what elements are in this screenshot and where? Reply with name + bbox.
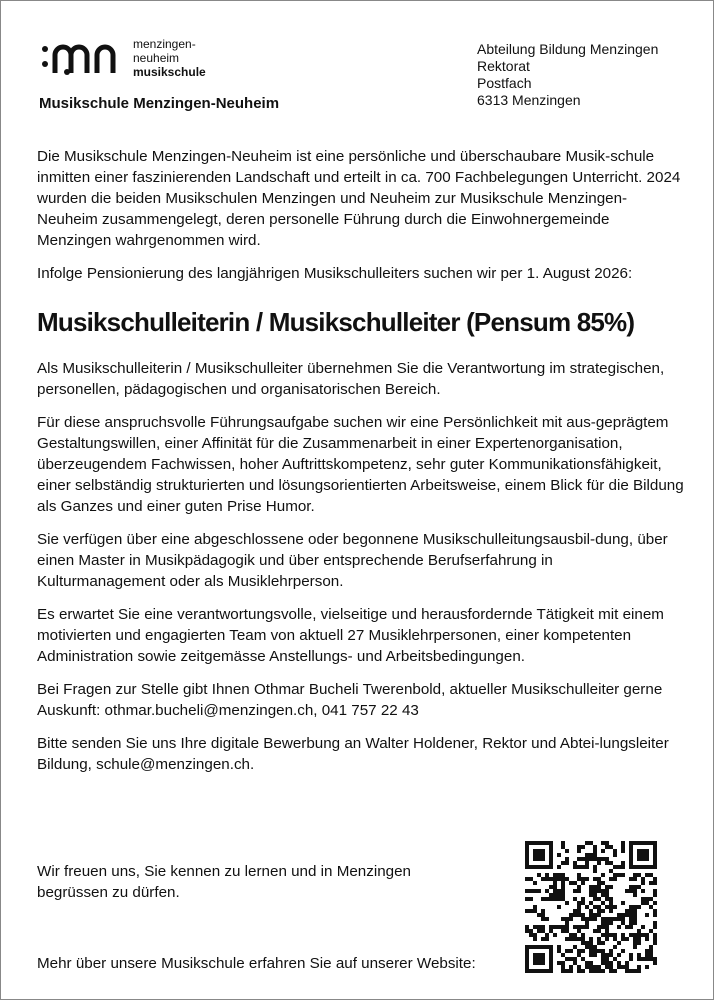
intro-paragraph: Die Musikschule Menzingen-Neuheim ist eine persönliche und überschaubare Musik-schule inmitten einer faszinierenden Landschaft und erteilt in ca. 700 Fachbelegungen Unterricht. 2024 wurden die beiden Musikschulen Menzingen und Neuheim zur Musikschule Menzingen-Neuheim zusammengelegt, deren personelle Führung durch die Einwohnergemeinde Menzingen wahrgenommen wird. bbox=[37, 148, 681, 249]
qr-code-icon[interactable] bbox=[525, 841, 657, 973]
qualifications-paragraph: Sie verfügen über eine abgeschlossene oder begonnene Musikschulleitungsausbil-dung, über einen Master in Musikpädagogik und über entsprechende Berufserfahrung in Kulturmanagement oder als Musiklehrperson. bbox=[37, 531, 668, 590]
website-hint: Mehr über unsere Musikschule erfahren Sie auf unserer Website: bbox=[37, 955, 476, 972]
logo-wordmark bbox=[133, 37, 273, 79]
logo-line-3: musikschule bbox=[133, 65, 206, 79]
application-paragraph: Bitte senden Sie uns Ihre digitale Bewerbung an Walter Holdener, Rektor und Abtei-lungsleiter Bildung, schule@menzingen.ch. bbox=[37, 735, 669, 773]
job-title-headline: Musikschulleiterin / Musikschulleiter (Pensum 85%) bbox=[37, 307, 635, 337]
search-paragraph: Infolge Pensionierung des langjährigen Musikschulleiters suchen wir per 1. August 2026: bbox=[37, 265, 633, 282]
organization-name: Musikschule Menzingen-Neuheim bbox=[39, 95, 280, 112]
contact-paragraph: Bei Fragen zur Stelle gibt Ihnen Othmar Bucheli Twerenbold, aktueller Musikschulleiter gerne Auskunft: othmar.bucheli@menzingen.ch, 041 757 22 43 bbox=[37, 681, 663, 719]
address-line: Abteilung Bildung Menzingen bbox=[477, 41, 659, 57]
logo-line-2: neuheim bbox=[133, 51, 180, 65]
main-content bbox=[37, 146, 685, 787]
logo-mark-icon bbox=[41, 39, 127, 75]
address-block bbox=[477, 41, 658, 109]
responsibility-paragraph: Als Musikschulleiterin / Musikschulleiter übernehmen Sie die Verantwortung im strategischen, personellen, pädagogischen und organisatorischen Bereich. bbox=[37, 360, 665, 398]
profile-paragraph: Für diese anspruchsvolle Führungsaufgabe suchen wir eine Persönlichkeit mit aus-geprägtem Gestaltungswillen, einer Affinität für die Zusammenarbeit in einer Expertenorganisation, überzeugendem Fachwissen, hoher Auftrittskompetenz, sehr guter Kommunikationsfähigkeit, einer selbständig strukturierten und lösungsorientierten Arbeitsweise, einem Blick für die Bildung als Ganzes und einer guten Prise Humor. bbox=[37, 414, 684, 515]
closing-paragraph: Wir freuen uns, Sie kennen zu lernen und in Menzingen begrüssen zu dürfen. bbox=[37, 863, 412, 901]
address-line: Postfach bbox=[477, 75, 532, 91]
logo-line-1: menzingen- bbox=[133, 37, 196, 51]
address-line: Rektorat bbox=[477, 58, 530, 74]
address-line: 6313 Menzingen bbox=[477, 92, 581, 108]
offer-paragraph: Es erwartet Sie eine verantwortungsvolle, vielseitige und herausfordernde Tätigkeit mit einem motivierten und engagierten Team von aktuell 27 Musiklehrpersonen, einer kompetenten Administration sowie zeitgemässe Anstellungs- und Arbeitsbedingungen. bbox=[37, 606, 664, 665]
